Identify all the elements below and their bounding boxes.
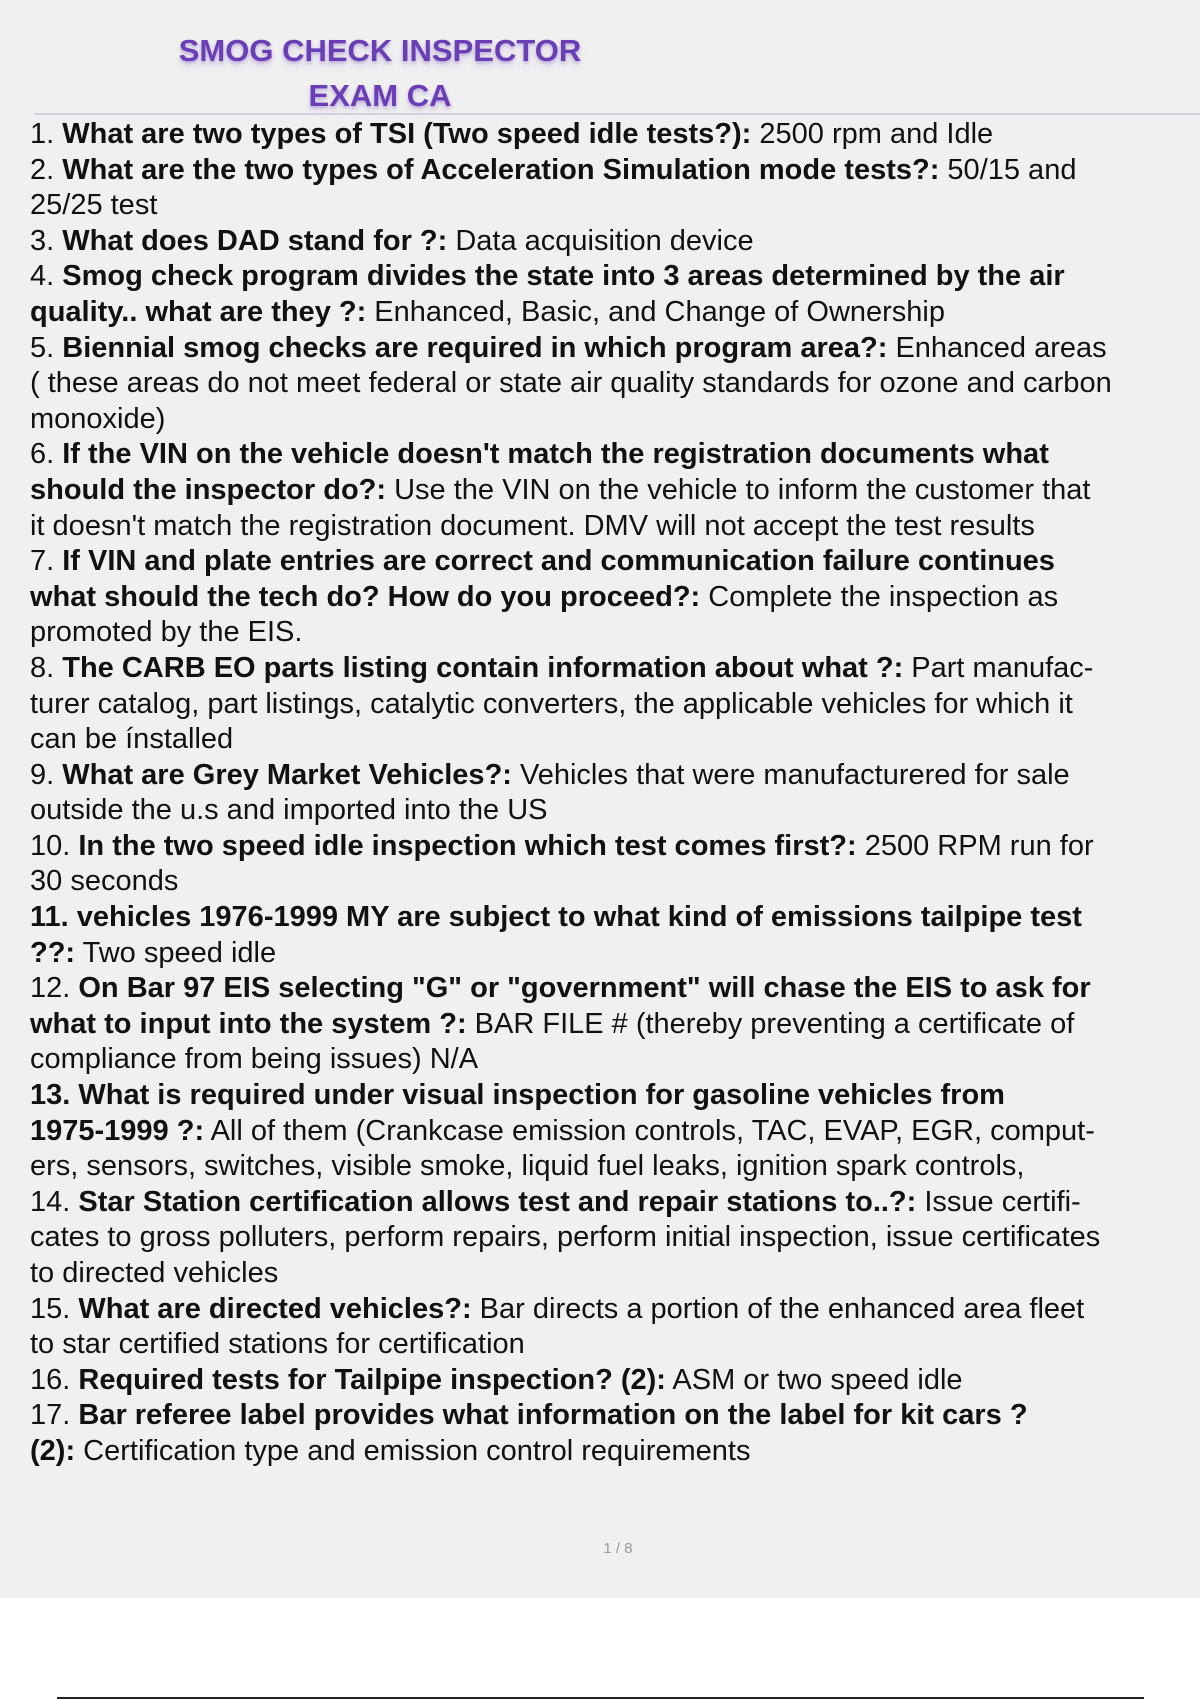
- answer-text: Enhanced, Basic, and Change of Ownership: [366, 295, 946, 328]
- question-line: [30, 473, 1198, 509]
- question-text: What are two types of TSI (Two speed idle tests?):: [62, 118, 752, 150]
- question-item: [30, 153, 1198, 224]
- answer-text: compliance from being issues) N/A: [30, 1043, 479, 1076]
- question-text: What are Grey Market Vehicles?:: [62, 758, 512, 791]
- question-text: what to input into the system ?:: [30, 1007, 467, 1040]
- answer-text: Data acquisition device: [447, 224, 754, 257]
- answer-text: outside the u.s and imported into the US: [30, 794, 548, 827]
- question-line: [30, 1114, 1198, 1150]
- answer-text: 30 seconds: [30, 865, 179, 898]
- question-text: In the two speed idle inspection which test comes first?:: [78, 829, 857, 862]
- question-item: [30, 758, 1198, 829]
- question-item: [30, 259, 1198, 330]
- question-line: [30, 1434, 1198, 1470]
- question-line: [30, 402, 1198, 438]
- question-text: The CARB EO parts listing contain information about what ?:: [62, 651, 904, 684]
- answer-text: 1.: [30, 118, 63, 150]
- question-item: [30, 544, 1198, 651]
- question-line: [30, 971, 1198, 1007]
- question-line: [30, 1256, 1198, 1292]
- question-list: [30, 117, 1198, 1470]
- answer-text: promoted by the EIS.: [30, 616, 303, 649]
- question-item: [30, 117, 1198, 153]
- page-indicator: 1 / 8: [603, 1540, 633, 1557]
- question-item: [30, 1292, 1198, 1363]
- answer-text: cates to gross polluters, perform repairs, perform initial inspection, issue certificates: [30, 1221, 1101, 1254]
- answer-text: 5.: [30, 331, 63, 364]
- document-title-line1: SMOG CHECK INSPECTOR: [178, 33, 582, 68]
- question-item: [30, 1398, 1198, 1469]
- question-line: [30, 687, 1198, 723]
- answer-text: ASM or two speed idle: [665, 1363, 963, 1396]
- answer-text: to directed vehicles: [30, 1257, 279, 1289]
- question-text: should the inspector do?:: [30, 473, 387, 506]
- question-item: [30, 829, 1198, 900]
- question-text: ??:: [30, 936, 76, 969]
- document-title-line2: EXAM CA: [308, 78, 452, 113]
- question-line: [30, 1363, 1198, 1399]
- question-line: [30, 615, 1198, 651]
- question-text: On Bar 97 EIS selecting "G" or "government" will chase the EIS to ask for: [78, 972, 1091, 1005]
- answer-text: Enhanced areas: [887, 331, 1107, 364]
- answer-text: Part manufac-: [903, 651, 1094, 684]
- answer-text: 8.: [30, 651, 63, 684]
- answer-text: Certification type and emission control requirements: [75, 1434, 751, 1467]
- answer-text: 3.: [30, 224, 63, 257]
- question-text: Required tests for Tailpipe inspection? (2):: [78, 1363, 666, 1396]
- question-line: [30, 1185, 1198, 1221]
- answer-text: Complete the inspection as: [700, 580, 1059, 613]
- question-line: [30, 437, 1198, 473]
- question-line: [30, 224, 1198, 260]
- answer-text: 12.: [30, 972, 79, 1005]
- question-line: [30, 900, 1198, 936]
- question-line: [30, 188, 1198, 224]
- footer-divider: [57, 1697, 1144, 1699]
- answer-text: Issue certifi-: [916, 1185, 1081, 1218]
- answer-text: All of them (Crankcase emission controls, TAC, EVAP, EGR, comput-: [204, 1114, 1095, 1147]
- answer-text: 16.: [30, 1363, 79, 1396]
- question-line: [30, 331, 1198, 367]
- question-line: [30, 1292, 1198, 1328]
- question-text: 1975-1999 ?:: [30, 1114, 205, 1147]
- question-line: [30, 864, 1198, 900]
- question-line: [30, 509, 1198, 545]
- question-line: [30, 1042, 1198, 1078]
- question-text: what should the tech do? How do you proceed?:: [30, 580, 701, 613]
- question-line: [30, 259, 1198, 295]
- answer-text: 2500 RPM run for: [856, 829, 1094, 862]
- answer-text: monoxide): [30, 402, 166, 435]
- question-line: [30, 580, 1198, 616]
- question-text: Biennial smog checks are required in which program area?:: [62, 331, 888, 364]
- question-text: 13. What is required under visual inspection for gasoline vehicles from: [30, 1079, 1005, 1112]
- question-line: [30, 544, 1198, 580]
- question-item: [30, 331, 1198, 438]
- question-item: [30, 437, 1198, 544]
- question-line: [30, 722, 1198, 758]
- answer-text: Two speed idle: [75, 936, 277, 969]
- question-text: What are the two types of Acceleration Simulation mode tests?:: [62, 153, 940, 186]
- answer-text: 6.: [30, 438, 63, 471]
- question-text: Smog check program divides the state into 3 areas determined by the air: [62, 260, 1065, 293]
- question-line: [30, 1149, 1198, 1185]
- question-text: What are directed vehicles?:: [78, 1292, 472, 1325]
- question-text: If VIN and plate entries are correct and communication failure continues: [62, 545, 1055, 578]
- question-line: [30, 1327, 1198, 1363]
- question-item: [30, 651, 1198, 758]
- question-text: Bar referee label provides what information on the label for kit cars ?: [78, 1399, 1028, 1432]
- answer-text: 15.: [30, 1292, 79, 1325]
- answer-text: Vehicles that were manufacturered for sale: [511, 758, 1070, 791]
- question-line: [30, 1078, 1198, 1114]
- question-text: 11. vehicles 1976-1999 MY are subject to what kind of emissions tailpipe test: [30, 901, 1082, 934]
- answer-text: 17.: [30, 1399, 79, 1432]
- answer-text: to star certified stations for certification: [30, 1328, 525, 1361]
- question-line: [30, 366, 1198, 402]
- answer-text: BAR FILE # (thereby preventing a certificate of: [466, 1007, 1075, 1040]
- answer-text: 2500 rpm and Idle: [751, 118, 994, 150]
- answer-text: it doesn't match the registration document. DMV will not accept the test results: [30, 509, 1035, 542]
- answer-text: 4.: [30, 260, 63, 293]
- question-line: [30, 153, 1198, 189]
- question-item: [30, 971, 1198, 1078]
- answer-text: ers, sensors, switches, visible smoke, liquid fuel leaks, ignition spark controls,: [30, 1150, 1025, 1183]
- question-text: (2):: [30, 1434, 76, 1467]
- answer-text: 25/25 test: [30, 189, 158, 222]
- question-item: [30, 1078, 1198, 1185]
- question-text: quality.. what are they ?:: [30, 295, 367, 328]
- answer-text: Use the VIN on the vehicle to inform the customer that: [386, 473, 1091, 506]
- question-line: [30, 295, 1198, 331]
- question-text: If the VIN on the vehicle doesn't match the registration documents what: [62, 438, 1049, 471]
- question-line: [30, 1220, 1198, 1256]
- question-item: [30, 224, 1198, 260]
- answer-text: Bar directs a portion of the enhanced area fleet: [471, 1292, 1085, 1325]
- question-text: Star Station certification allows test and repair stations to..?:: [78, 1185, 917, 1218]
- question-line: [30, 117, 1198, 153]
- answer-text: 14.: [30, 1185, 79, 1218]
- question-item: [30, 1185, 1198, 1292]
- answer-text: turer catalog, part listings, catalytic converters, the applicable vehicles for which it: [30, 687, 1073, 720]
- question-item: [30, 1363, 1198, 1399]
- answer-text: 9.: [30, 758, 63, 791]
- answer-text: 7.: [30, 545, 63, 578]
- question-line: [30, 1007, 1198, 1043]
- question-text: What does DAD stand for ?:: [62, 224, 448, 257]
- question-item: [30, 900, 1198, 971]
- question-line: [30, 758, 1198, 794]
- answer-text: ( these areas do not meet federal or state air quality standards for ozone and carbon: [30, 367, 1112, 400]
- question-line: [30, 936, 1198, 972]
- answer-text: 50/15 and: [939, 153, 1077, 186]
- answer-text: 2.: [30, 153, 63, 186]
- question-line: [30, 1398, 1198, 1434]
- answer-text: can be ínstalled: [30, 723, 234, 756]
- question-line: [30, 793, 1198, 829]
- answer-text: 10.: [30, 829, 79, 862]
- question-line: [30, 829, 1198, 865]
- question-line: [30, 651, 1198, 687]
- title-divider: [34, 113, 1200, 115]
